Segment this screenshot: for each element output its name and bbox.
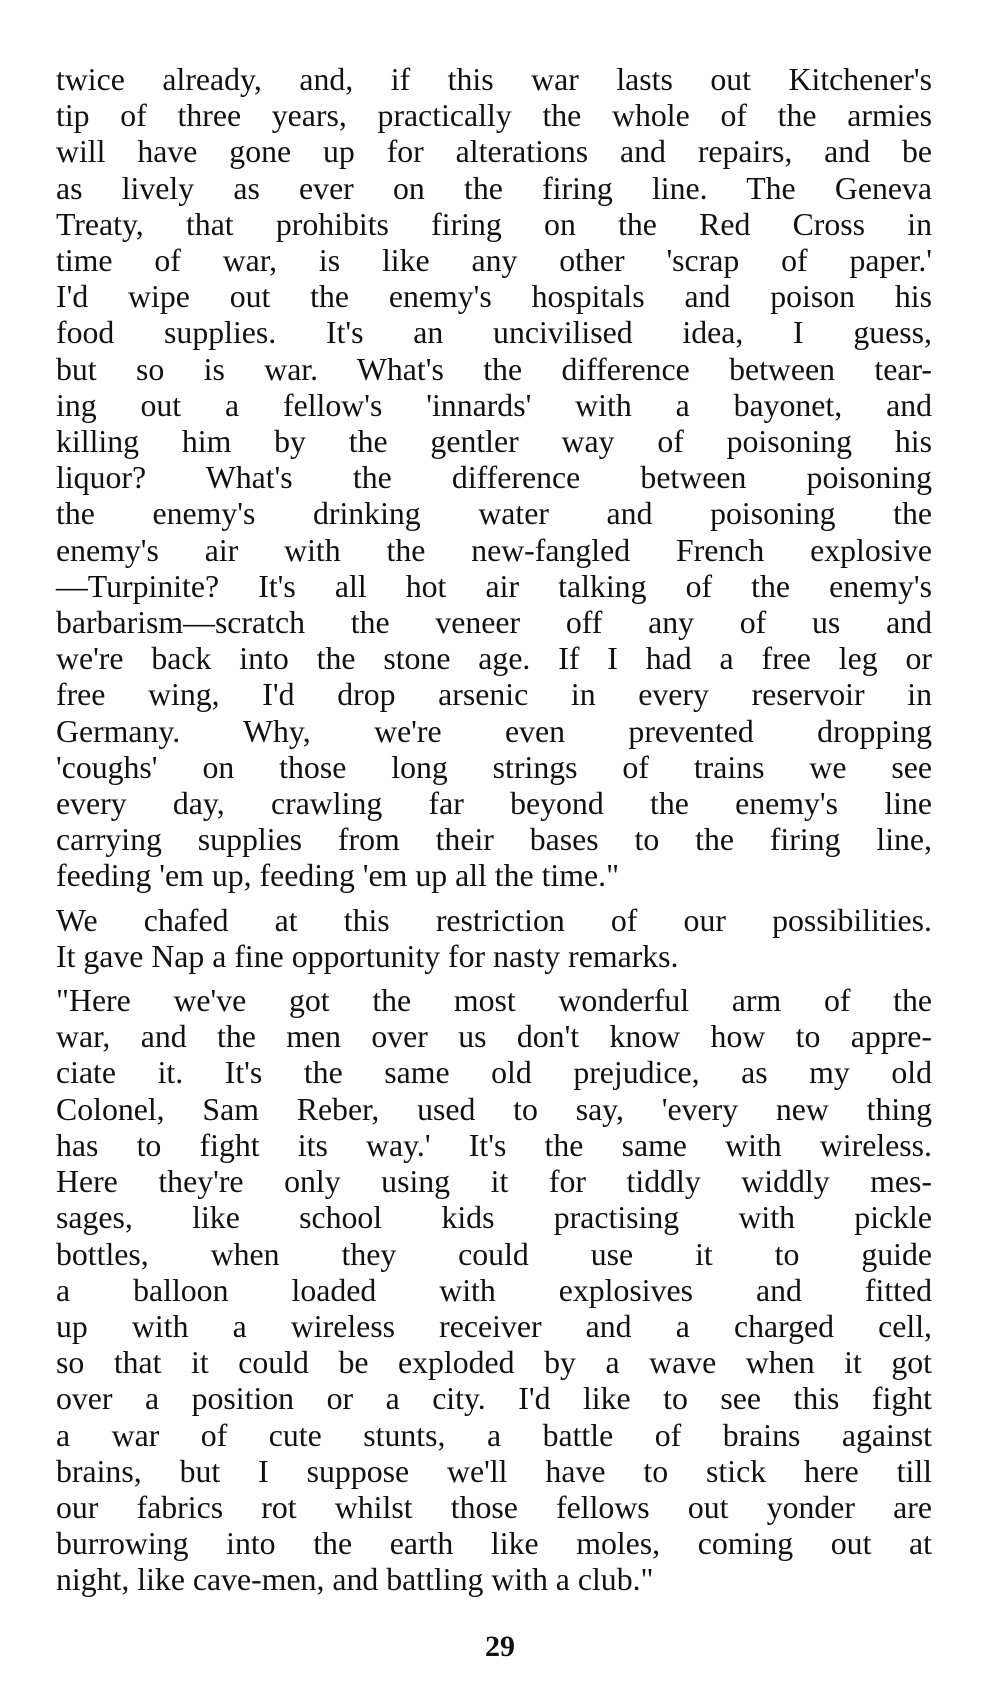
text-line: brains, but I suppose we'll have to stick here till — [56, 1453, 932, 1489]
paragraph — [56, 62, 932, 895]
text-line: liquor? What's the difference between poisoning — [56, 460, 932, 496]
page-number: 29 — [485, 1630, 515, 1663]
text-line: free wing, I'd drop arsenic in every reservoir in — [56, 677, 932, 713]
text-line: Colonel, Sam Reber, used to say, 'every new thing — [56, 1091, 932, 1127]
text-line: feeding 'em up, feeding 'em up all the time." — [56, 858, 620, 894]
text-column — [56, 62, 932, 1599]
text-line: has to fight its way.' It's the same with wireless. — [56, 1127, 932, 1163]
text-line: so that it could be exploded by a wave when it got — [56, 1345, 932, 1381]
text-line: barbarism—scratch the veneer off any of us and — [56, 605, 932, 641]
text-line: carrying supplies from their bases to the firing line, — [56, 822, 932, 858]
text-line: but so is war. What's the difference between tear- — [56, 351, 932, 387]
text-line: night, like cave-men, and battling with a club." — [56, 1562, 654, 1598]
text-line: over a position or a city. I'd like to see this fight — [56, 1381, 932, 1417]
text-line: Germany. Why, we're even prevented dropping — [56, 713, 932, 749]
text-line: 'coughs' on those long strings of trains we see — [56, 749, 932, 785]
paragraph-gap — [56, 975, 932, 983]
paragraph — [56, 903, 932, 975]
text-line: I'd wipe out the enemy's hospitals and poison his — [56, 279, 932, 315]
text-line: Here they're only using it for tiddly widdly mes- — [56, 1164, 932, 1200]
text-line: we're back into the stone age. If I had a free leg or — [56, 641, 932, 677]
text-line: our fabrics rot whilst those fellows out yonder are — [56, 1489, 932, 1525]
text-line: as lively as ever on the firing line. The Geneva — [56, 170, 932, 206]
text-line: ing out a fellow's 'innards' with a bayonet, and — [56, 387, 932, 423]
text-line: It gave Nap a fine opportunity for nasty remarks. — [56, 938, 679, 974]
text-line: tip of three years, practically the whole of the armies — [56, 98, 932, 134]
text-line: war, and the men over us don't know how to appre- — [56, 1019, 932, 1055]
text-line: burrowing into the earth like moles, coming out at — [56, 1526, 932, 1562]
text-line: sages, like school kids practising with pickle — [56, 1200, 932, 1236]
text-line: every day, crawling far beyond the enemy's line — [56, 786, 932, 822]
text-line: "Here we've got the most wonderful arm of the — [56, 983, 932, 1019]
text-line: time of war, is like any other 'scrap of paper.' — [56, 243, 932, 279]
text-line: Treaty, that prohibits firing on the Red Cross in — [56, 206, 932, 242]
text-line: We chafed at this restriction of our possibilities. — [56, 902, 932, 938]
paragraph — [56, 983, 932, 1598]
text-line: food supplies. It's an uncivilised idea, I guess, — [56, 315, 932, 351]
text-line: enemy's air with the new-fangled French explosive — [56, 532, 932, 568]
text-line: bottles, when they could use it to guide — [56, 1236, 932, 1272]
text-line: twice already, and, if this war lasts out Kitchener's — [56, 62, 932, 97]
text-line: ciate it. It's the same old prejudice, as my old — [56, 1055, 932, 1091]
text-line: —Turpinite? It's all hot air talking of the enemy's — [56, 568, 932, 604]
text-line: the enemy's drinking water and poisoning the — [56, 496, 932, 532]
page-body — [56, 62, 932, 1599]
paragraph-gap — [56, 895, 932, 903]
text-line: killing him by the gentler way of poisoning his — [56, 424, 932, 460]
text-line: up with a wireless receiver and a charged cell, — [56, 1308, 932, 1344]
text-line: a war of cute stunts, a battle of brains against — [56, 1417, 932, 1453]
text-line: a balloon loaded with explosives and fitted — [56, 1272, 932, 1308]
text-line: will have gone up for alterations and repairs, and be — [56, 134, 932, 170]
